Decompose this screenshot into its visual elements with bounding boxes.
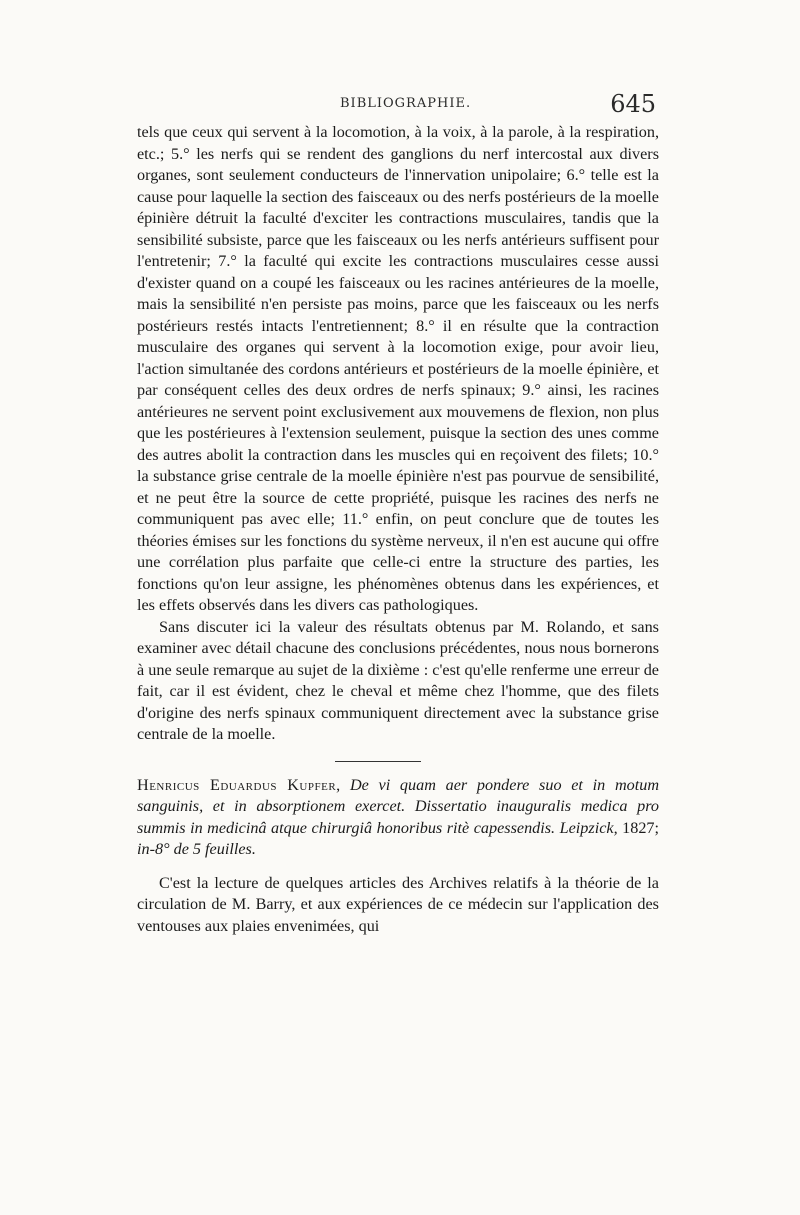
entry-author: Henricus Eduardus Kupfer	[137, 775, 337, 794]
page-body	[137, 122, 659, 937]
running-head: BIBLIOGRAPHIE.	[340, 96, 472, 111]
entry-format: in-8° de 5 feuilles.	[137, 840, 256, 858]
bibliography-entry: Henricus Eduardus Kupfer, De vi quam aer pondere suo et in motum sanguinis, et in absorptionem exercet. Dissertatio inauguralis medica pro summis in medicinâ atque chirurgiâ honoribus ritè capessendis. Leipzick, 1827; in-8° de 5 feuilles.	[137, 775, 660, 858]
page-header	[134, 90, 656, 120]
paragraph-remark: Sans discuter ici la valeur des résultats obtenus par M. Rolando, et sans examiner avec détail chacune des conclusions précédentes, nous nous bornerons à une seule remarque au sujet de la dixième : c'est qu'elle renferme une erreur de fait, car il est évident, chez le cheval et même chez l'homme, que des filets d'origine des nerfs spinaux communiquent directement avec la substance grise centrale de la moelle.	[137, 617, 659, 743]
paragraph-review: C'est la lecture de quelques articles des Archives relatifs à la théorie de la circulation de M. Barry, et aux expériences de ce médecin sur l'application des ventouses aux plaies envenimées, qui	[137, 873, 659, 935]
paragraph-continued: tels que ceux qui servent à la locomotion, à la voix, à la parole, à la respiration, etc.; 5.° les nerfs qui se rendent des ganglions du nerf intercostal aux divers organes, sont seulement conducteurs de l'innervation unipolaire; 6.° telle est la cause pour laquelle la section des faisceaux ou des nerfs postérieurs de la moelle épinière détruit la faculté d'exciter les contractions musculaires, tandis que la sensibilité subsiste, parce que les faisceaux ou les nerfs antérieurs suffisent pour l'entretenir; 7.° la faculté qui excite les contractions musculaires cesse aussi d'exister quand on a coupé les faisceaux ou les racines antérieures de la moelle, mais la sensibilité n'en persiste pas moins, parce que les faisceaux ou les nerfs postérieurs restés intacts l'entretiennent; 8.° il en résulte que la contraction musculaire des organes qui servent à la locomotion exige, pour avoir lieu, l'action simultanée des cordons antérieurs et postérieurs de la moelle épinière, et par conséquent celles des deux ordres de nerfs spinaux; 9.° ainsi, les racines antérieures ne servent point exclusivement aux mouvemens de flexion, non plus que les postérieures à l'extension seulement, puisque la section des unes comme des autres abolit la contraction dans les muscles qui en reçoivent des filets; 10.° la substance grise centrale de la moelle épinière n'est pas pourvue de sensibilité, et ne peut être la source de cette propriété, puisque les racines des nerfs ne communiquent pas avec elle; 11.° enfin, on peut conclure que de toutes les théories émises sur les fonctions du système nerveux, il n'en est aucune qui offre une corrélation plus parfaite que celle-ci entre la structure des parties, les fonctions qu'on leur assigne, les phénomènes obtenus dans les expériences, et les effets observés dans les divers cas pathologiques.	[137, 123, 659, 614]
section-divider	[335, 761, 421, 762]
entry-title: De vi quam aer pondere suo et in motum sanguinis, et in absorptionem exercet. Dissertatio inauguralis medica pro summis in medicinâ atque chirurgiâ honoribus ritè capessendis. Leipzick,	[137, 775, 660, 837]
entry-details: 1827;	[617, 818, 660, 837]
spacer	[137, 861, 659, 873]
page-number: 645	[610, 90, 656, 118]
